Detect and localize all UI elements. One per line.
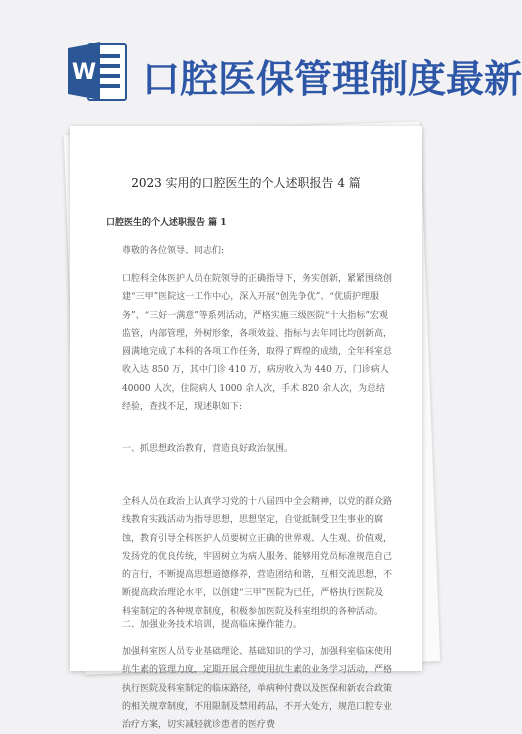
word-document-icon — [66, 38, 128, 104]
document-title: 2023 实用的口腔医生的个人述职报告 4 篇 — [131, 176, 361, 190]
paragraph-politics: 全科人员在政治上认真学习党的十八届四中全会精神，以党的群众路线教育实践活动为指导思想，思想坚定，自觉抵制受卫生事业的腐蚀，教育引导全科医护人员要树立正确的世界观、人生观、价值观，发扬党的优良传统，牢固树立为病人服务、能够用党员标准规范自己的言行，不断提高思想道德修养，营造团结和谐，互相交流思想，不断提高政治理论水平，以创建“三甲”医院为已任，严格执行医院及科室制定的各种规章制度，积极参加医院及科室组织的各种活动。 — [122, 497, 393, 617]
banner-title: 口腔医保管理制度最新 — [142, 57, 522, 101]
paragraph-intro: 口腔科全体医护人员在院领导的正确指导下，务实创新，紧紧围绕创建“三甲”医院这一工作中心，深入开展“创先争优”、“优质护理服务”、“三好一满意”等系列活动，严格实施三级医院“十大指标”宏观监管，内部管理，外树形象，各项效益、指标与去年同比均创新高，圆满地完成了本科的各项工作任务，取得了辉煌的成绩，全年科室总收入达 850 万，其中门诊 410 万，病房收入为 440 万，门诊病人 40000 人次，住院病人 1000 余人次，手术 820 余人次，为总结经验，查找不足，现述职如下: — [122, 274, 393, 413]
paragraph-heading-1: 一、抓思想政治教育，营造良好政治氛围。 — [122, 444, 294, 454]
document-page — [70, 126, 422, 731]
svg-text:W: W — [71, 60, 97, 85]
section-heading: 口腔医生的个人述职报告 篇 1 — [106, 218, 227, 228]
paragraph-heading-2: 二、加强业务技术培训，提高临床操作能力。 — [122, 620, 303, 630]
paragraph-training: 加强科室医人员专业基础理论、基础知识的学习，加强科室临床使用抗生素的管理力度，定期开展合理使用抗生素的业务学习活动，严格执行医院及科室制定的临床路径，单病种付费以及医保和新农合政策的相关规章制度，不用限制及禁用药品，不开大处方，规范口腔专业治疗方案，切实减轻就诊患者的医疗费 — [122, 647, 393, 731]
paragraph-salutation: 尊敬的各位领导、同志们: — [122, 246, 225, 256]
banner — [0, 0, 522, 130]
